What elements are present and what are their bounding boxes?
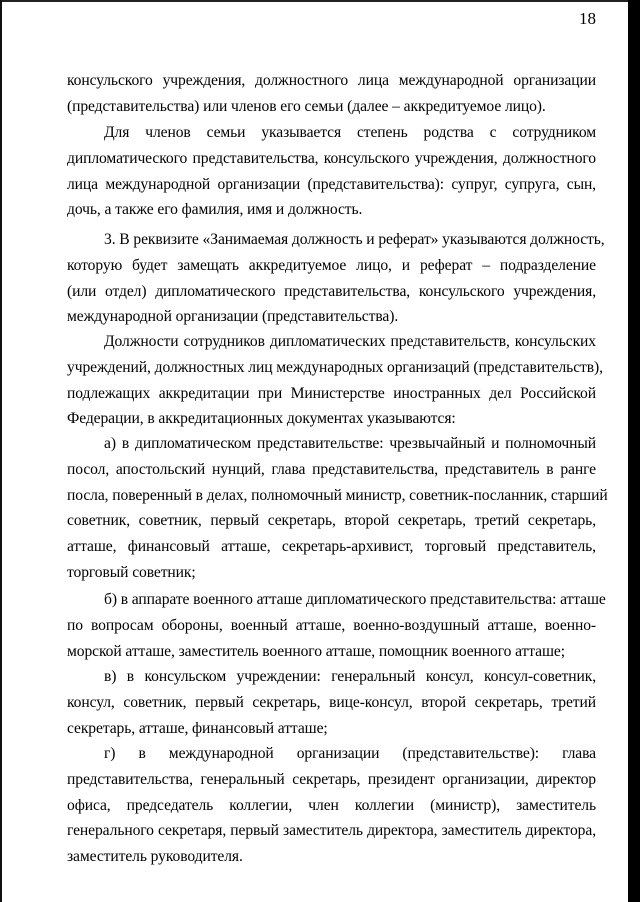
- text-line: Федерации, в аккредитационных документах указываются:: [67, 410, 456, 428]
- paragraph: [67, 741, 596, 870]
- text-line: б) в аппарате военного атташе дипломатического представительства: атташе: [104, 591, 606, 608]
- scan-edge-top: [0, 0, 640, 2]
- text-line: представительства, генеральный секретарь, президент организации, директор: [67, 770, 596, 788]
- paragraph: [67, 431, 608, 586]
- text-line: Должности сотрудников дипломатических представительств, консульских: [104, 333, 596, 350]
- paragraph: [67, 120, 596, 223]
- text-line: заместитель руководителя.: [67, 848, 243, 866]
- text-line: торговый советник;: [67, 563, 196, 581]
- paragraph: [67, 329, 603, 432]
- text-line: посла, поверенный в делах, полномочный министр, советник-посланник, старший: [67, 486, 608, 504]
- paragraph: [67, 227, 605, 330]
- text-line: посол, апостольский нунций, глава представительства, представитель в ранге: [67, 460, 596, 478]
- text-line: секретарь, атташе, финансовый атташе;: [67, 719, 328, 737]
- text-line: Для членов семьи указывается степень родства с сотрудником: [104, 124, 596, 141]
- paragraph: [67, 664, 596, 741]
- text-line: консульского учреждения, должностного лица международной организации: [67, 72, 596, 89]
- paragraph: [67, 587, 606, 664]
- text-line: морской атташе, заместитель военного атташе, помощник военного атташе;: [67, 642, 565, 660]
- text-line: лица международной организации (представительства): супруг, супруга, сын,: [67, 175, 596, 193]
- text-line: дочь, а также его фамилия, имя и должность.: [67, 201, 363, 219]
- text-line: г) в международной организации (представительстве): глава: [104, 745, 596, 762]
- text-line: консул, советник, первый секретарь, вице-консул, второй секретарь, третий: [67, 693, 596, 711]
- text-line: в) в консульском учреждении: генеральный консул, консул-советник,: [104, 668, 596, 685]
- text-line: 3. В реквизите «Занимаемая должность и реферат» указываются должность,: [104, 231, 605, 248]
- scan-edge-left: [0, 0, 2, 902]
- text-line: (представительства) или членов его семьи (далее – аккредитуемое лицо).: [67, 97, 546, 115]
- text-line: (или отдел) дипломатического представительства, консульского учреждения,: [67, 282, 596, 300]
- text-line: атташе, финансовый атташе, секретарь-архивист, торговый представитель,: [67, 538, 596, 556]
- text-line: учреждений, должностных лиц международных организаций (представительств),: [67, 358, 603, 376]
- page-number: 18: [579, 9, 596, 28]
- text-line: дипломатического представительства, консульского учреждения, должностного: [67, 149, 596, 167]
- text-line: подлежащих аккредитации при Министерстве иностранных дел Российской: [67, 384, 596, 402]
- scan-edge-right: [628, 0, 640, 902]
- text-line: а) в дипломатическом представительстве: чрезвычайный и полномочный: [104, 435, 596, 452]
- text-line: советник, советник, первый секретарь, второй секретарь, третий секретарь,: [67, 512, 596, 530]
- text-line: которую будет замещать аккредитуемое лицо, и реферат – подразделение: [67, 256, 596, 274]
- text-line: офиса, председатель коллегии, член коллегии (министр), заместитель: [67, 796, 596, 814]
- paragraph: [67, 68, 596, 120]
- text-line: международной организации (представительства).: [67, 308, 399, 326]
- text-line: генерального секретаря, первый заместитель директора, заместитель директора,: [67, 822, 596, 840]
- text-line: по вопросам обороны, военный атташе, военно-воздушный атташе, военно-: [67, 616, 596, 634]
